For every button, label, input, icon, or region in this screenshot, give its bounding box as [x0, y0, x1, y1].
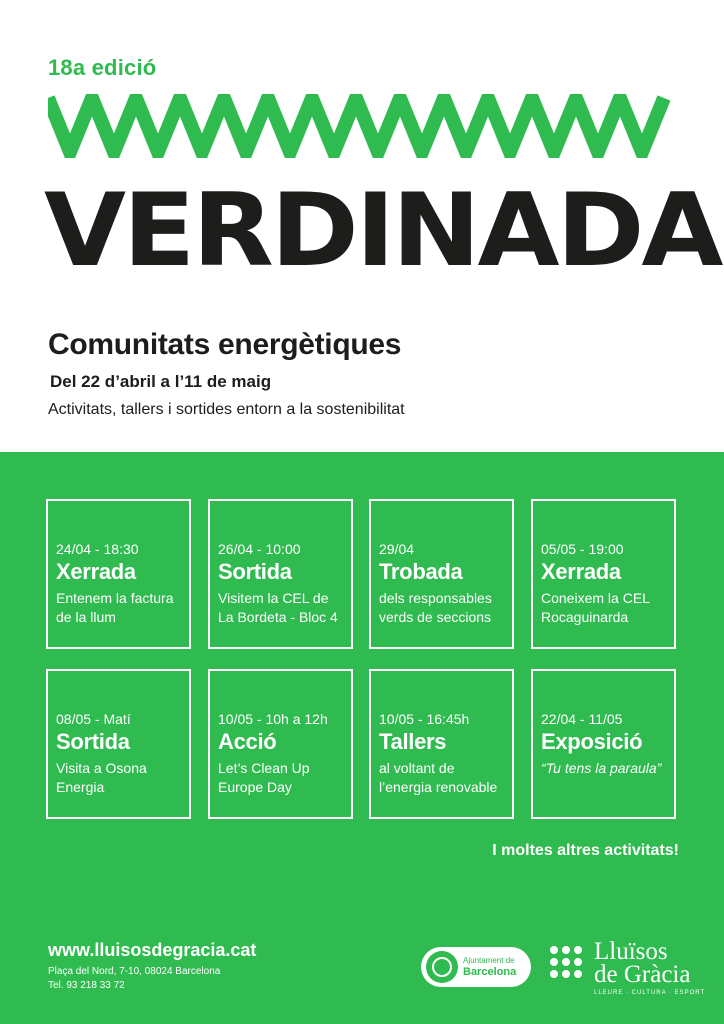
- activity-kind: Sortida: [218, 559, 292, 584]
- more-activities-note: I moltes altres activitats!: [492, 842, 679, 859]
- ajuntament-line1: Ajuntament de: [463, 956, 515, 965]
- activity-card: [208, 499, 353, 649]
- activity-when: 10/05 - 16:45h: [379, 711, 470, 727]
- activity-card: [369, 499, 514, 649]
- activity-card: [46, 669, 191, 819]
- activity-when: 05/05 - 19:00: [541, 541, 624, 557]
- ajuntament-line2: Barcelona: [463, 966, 517, 978]
- activity-card: [531, 669, 676, 819]
- lluisos-logo-tagline: LLEURE · CULTURA · ESPORT: [594, 990, 706, 996]
- ajuntament-logo: [421, 947, 531, 987]
- activity-description: al voltant de l’energia renovable: [379, 760, 498, 795]
- lluisos-dots-icon: [548, 944, 588, 984]
- activity-description: Visitem la CEL de La Bordeta - Bloc 4: [218, 590, 338, 625]
- activity-kind: Sortida: [56, 729, 130, 754]
- activity-when: 08/05 - Matí: [56, 711, 131, 727]
- city-seal-icon: [426, 951, 458, 983]
- event-dates: Del 22 d’abril a l’11 de maig: [50, 372, 272, 391]
- activity-kind: Acció: [218, 729, 277, 754]
- activity-when: 22/04 - 11/05: [541, 711, 623, 727]
- activity-description: dels responsables verds de seccions: [379, 590, 492, 625]
- activity-when: 29/04: [379, 541, 415, 557]
- edition-label: 18a edició: [48, 55, 157, 80]
- activity-description: Entenem la factura de la llum: [56, 590, 174, 625]
- activity-when: 10/05 - 10h a 12h: [218, 711, 328, 727]
- activity-card: [369, 669, 514, 819]
- activity-when: 24/04 - 18:30: [56, 541, 139, 557]
- phone-text: Tel. 93 218 33 72: [48, 980, 125, 991]
- activity-when: 26/04 - 10:00: [218, 541, 301, 557]
- event-subtitle: Comunitats energètiques: [48, 328, 402, 361]
- activity-kind: Xerrada: [56, 559, 136, 584]
- activity-kind: Trobada: [379, 559, 463, 584]
- activity-kind: Xerrada: [541, 559, 621, 584]
- activity-description: Coneixem la CEL Rocaguinarda: [541, 590, 650, 625]
- website-link[interactable]: www.lluisosdegracia.cat: [48, 940, 257, 960]
- event-tagline: Activitats, tallers i sortides entorn a la sostenibilitat: [48, 401, 405, 418]
- activity-description: Visita a Osona Energia: [56, 760, 147, 795]
- activity-card: [531, 499, 676, 649]
- address-text: Plaça del Nord, 7-10, 08024 Barcelona: [48, 966, 221, 977]
- activity-kind: Tallers: [379, 729, 447, 754]
- activity-description: Let’s Clean Up Europe Day: [218, 760, 310, 795]
- activity-kind: Exposició: [541, 729, 643, 754]
- header-section: [0, 0, 724, 452]
- activity-card: [46, 499, 191, 649]
- activity-card: [208, 669, 353, 819]
- zigzag-graphic: [48, 94, 676, 158]
- event-title: VERDINADA: [44, 171, 721, 289]
- lluisos-logo-line2: de Gràcia: [594, 961, 691, 988]
- lluisos-logo-line1: Lluïsos: [594, 938, 668, 965]
- activity-description: “Tu tens la paraula”: [541, 760, 662, 776]
